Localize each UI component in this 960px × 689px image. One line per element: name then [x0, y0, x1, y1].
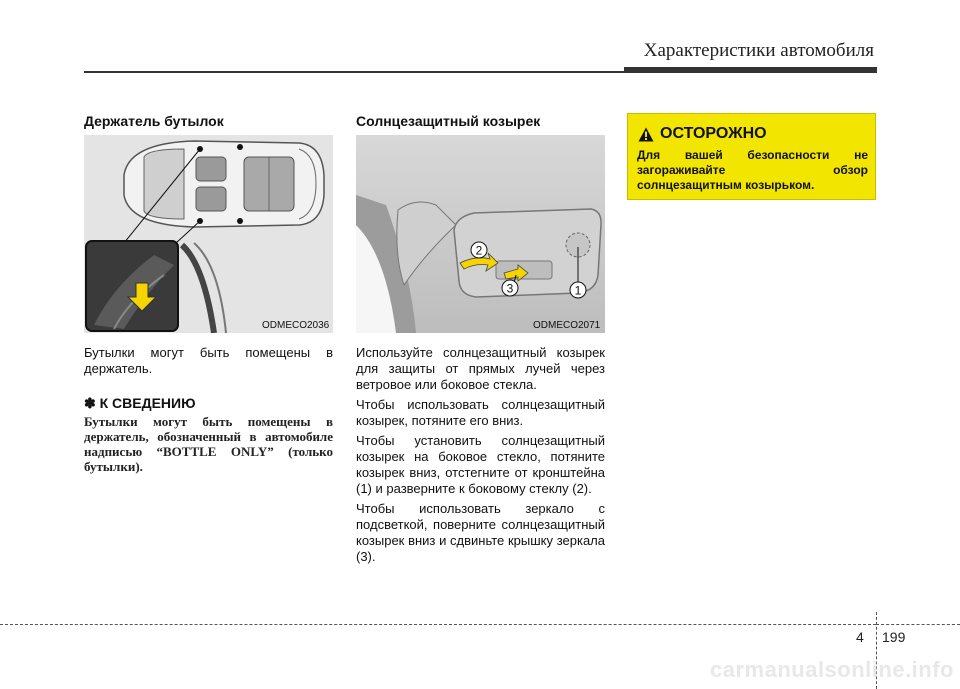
running-header: Характеристики автомобиля — [643, 40, 874, 61]
bottle-holder-title: Держатель бутылок — [84, 113, 224, 129]
sunvisor-title: Солнцезащитный козырек — [356, 113, 541, 129]
note-title: ✽ К СВЕДЕНИЮ — [84, 395, 196, 411]
svg-text:1: 1 — [574, 283, 582, 298]
car-top-view-illustration — [84, 135, 333, 333]
caution-line-2: загораживайте обзор — [637, 163, 868, 177]
caution-line-1: Для вашей безопасности не — [637, 148, 868, 162]
svg-text:3: 3 — [506, 281, 514, 296]
header-rule-thin — [84, 71, 624, 73]
sunvisor-illustration — [356, 135, 605, 333]
footer-rule-left — [0, 624, 876, 625]
bottle-holder-body: Бутылки могут быть помещены в держатель. — [84, 345, 333, 376]
sunvisor-paragraph-4: Чтобы использовать зеркало с подсветкой, поверните солнцезащитный козырек вниз и сдвиньте крышку зеркала (3). — [356, 501, 605, 564]
page-number: 199 — [882, 629, 906, 645]
caution-header — [638, 125, 767, 143]
caution-title: ОСТОРОЖНО — [660, 125, 767, 142]
note-body: Бутылки могут быть помещены в держатель, обозначенный в автомобиле надписью “BOTTLE ONLY” (только бутылки). — [84, 414, 333, 474]
caution-box — [627, 113, 876, 200]
sunvisor-figure-code: ODMECO2071 — [533, 320, 601, 331]
watermark: carmanualsonline.info — [710, 657, 954, 682]
callout-1 — [570, 282, 586, 298]
footer-rule-right — [876, 624, 960, 625]
callout-2 — [471, 242, 487, 258]
sunvisor-figure — [356, 135, 605, 333]
header-rule-thick — [624, 67, 877, 73]
sunvisor-paragraph-3: Чтобы установить солнцезащитный козырек на боковое стекло, потяните козырек вниз, отстегните от кронштейна (1) и разверните к боковому стеклу (2). — [356, 433, 605, 496]
bottle-holder-figure — [84, 135, 333, 333]
caution-line-3: солнцезащитным козырьком. — [637, 178, 815, 192]
section-number: 4 — [856, 629, 864, 645]
sunvisor-body — [356, 345, 605, 569]
sunvisor-paragraph-2: Чтобы использовать солнцезащитный козырек, потяните его вниз. — [356, 397, 605, 428]
callout-3 — [502, 280, 518, 296]
warning-triangle-icon — [638, 127, 654, 142]
bottle-figure-code: ODMECO2036 — [262, 320, 330, 331]
sunvisor-paragraph-1: Используйте солнцезащитный козырек для защиты от прямых лучей через ветровое или боковое стекла. — [356, 345, 605, 392]
svg-text:2: 2 — [475, 243, 483, 258]
caution-body — [637, 148, 868, 193]
